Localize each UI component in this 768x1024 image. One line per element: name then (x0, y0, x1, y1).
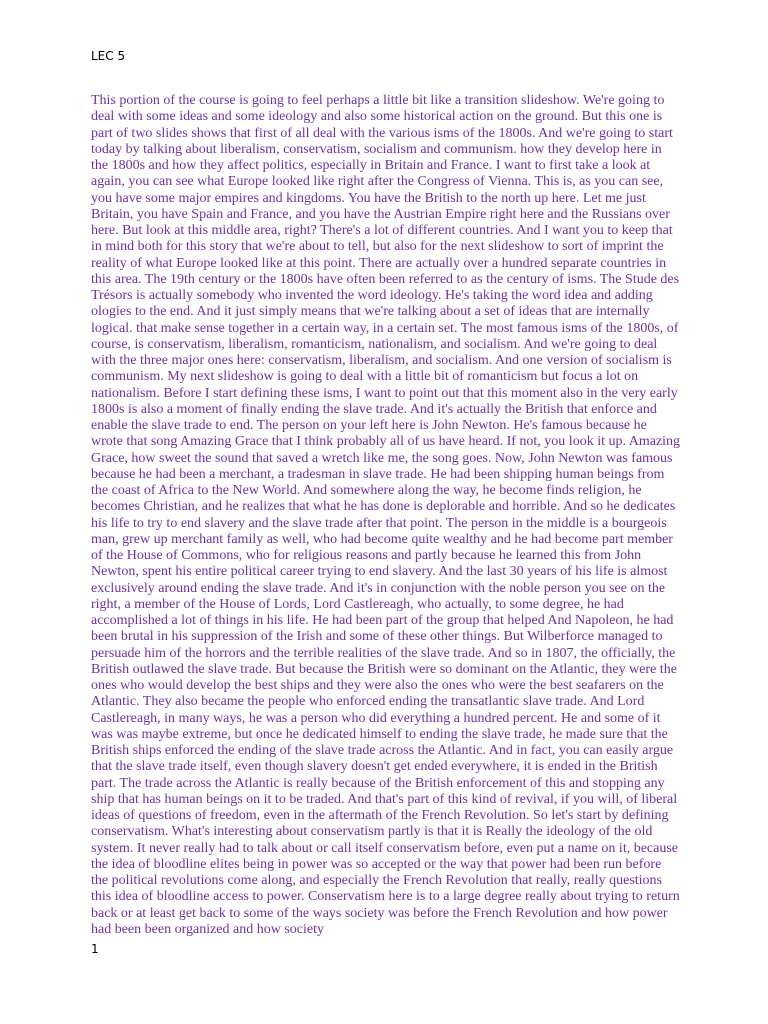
page-number: 1 (91, 942, 99, 956)
lecture-transcript-text: This portion of the course is going to feel perhaps a little bit like a transition slideshow. We're going to deal with some ideas and some ideology and also some historical action on the ground. But this one is part of two slides shows that first of all deal with the various isms of the 1800s. And we're going to start today by talking about liberalism, conservatism, socialism and communism. how they develop here in the 1800s and how they affect politics, especially in Britain and France. I want to first take a look at again, you can see what Europe looked like right after the Congress of Vienna. This is, as you can see, you have some major empires and kingdoms. You have the British to the north up here. Let me just Britain, you have Spain and France, and you have the Austrian Empire right here and the Russians over here. But look at this middle area, right? There's a lot of different countries. And I want you to keep that in mind both for this story that we're about to tell, but also for the next slideshow to sort of imprint the reality of what Europe looked like at this point. There are actually over a hundred separate countries in this area. The 19th century or the 1800s have often been referred to as the century of isms. The Stude des Trésors is actually somebody who invented the word ideology. He's taking the word idea and adding ologies to the end. And it just simply means that we're talking about a set of ideas that are internally logical. that make sense together in a certain way, in a certain set. The most famous isms of the 1800s, of course, is conservatism, liberalism, romanticism, nationalism, and socialism. And we're going to deal with the three major ones here: conservatism, liberalism, and socialism. And one version of socialism is communism. My next slideshow is going to deal with a little bit of romanticism but focus a lot on nationalism. Before I start defining these isms, I want to point out that this moment also in the very early 1800s is also a moment of finally ending the slave trade. And it's actually the British that enforce and enable the slave trade to end. The person on your left here is John Newton. He's famous because he wrote that song Amazing Grace that I think probably all of us have heard. If not, you look it up. Amazing Grace, how sweet the sound that saved a wretch like me, the song goes. Now, John Newton was famous because he had been a merchant, a tradesman in slave trade. He had been shipping human beings from the coast of Africa to the New World. And somewhere along the way, he become finds religion, he becomes Christian, and he realizes that what he has done is deplorable and horrible. And so he dedicates his life to try to end slavery and the slave trade after that point. The person in the middle is a bourgeois man, grew up merchant family as well, who had become quite wealthy and he had become part member of the House of Commons, who for religious reasons and partly because he learned this from John Newton, spent his entire political career trying to end slavery. And the last 30 years of his life is almost exclusively around ending the slave trade. And it's in conjunction with the noble person you see on the right, a member of the House of Lords, Lord Castlereagh, who actually, to some degree, he had accomplished a lot of things in his life. He had been part of the group that helped And Napoleon, he had been brutal in his suppression of the Irish and some of these other things. But Wilberforce managed to persuade him of the horrors and the terrible realities of the slave trade. And so in 1807, the officially, the British outlawed the slave trade. But because the British were so dominant on the Atlantic, they were the ones who would develop the best ships and they were also the ones who were the best seafarers on the Atlantic. They also became the people who enforced ending the transatlantic slave trade. And Lord Castlereagh, in many ways, he was a person who did everything a hundred percent. He and some of it was was maybe extreme, but once he dedicated himself to ending the slave trade, he made sure that the British ships enforced the ending of the slave trade across the Atlantic. And in fact, you can easily argue that the slave trade itself, even though slavery doesn't get ended everywhere, it is ended in the British part. The trade across the Atlantic is really because of the British enforcement of this and stopping any ship that has human beings on it to be traded. And that's part of this kind of revival, if you will, of liberal ideas of questions of freedom, even in the aftermath of the French Revolution. So let's start by defining conservatism. What's interesting about conservatism partly is that it is Really the ideology of the old system. It never really had to talk about or call itself conservatism before, even put a name on it, because the idea of bloodline elites being in power was so accepted or the way that power had been run before the political revolutions come along, and especially the French Revolution that really, really questions this idea of bloodline access to power. Conservatism here is to a large degree really about trying to return back or at least get back to some of the ways society was before the French Revolution and how power had been been organized and how society (91, 93, 681, 937)
page-header: LEC 5 (91, 49, 126, 63)
